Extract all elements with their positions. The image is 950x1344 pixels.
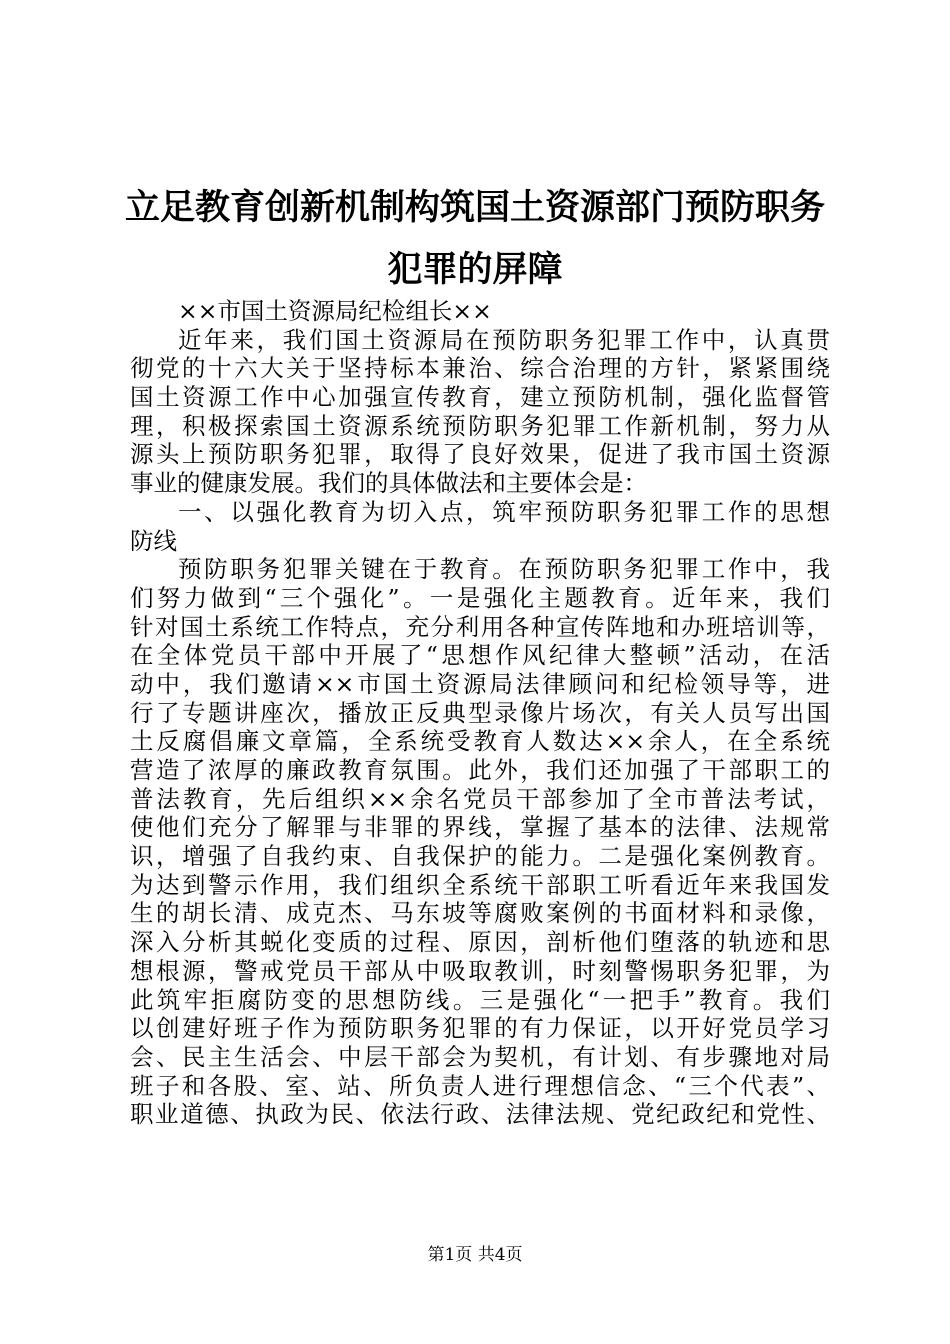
body-line: 职业道德、执政为民、依法行政、法律法规、党纪政纪和党性、 [130,1100,830,1129]
body-line: 以创建好班子作为预防职务犯罪的有力保证，以开好党员学习 [130,1014,830,1043]
body-line: 近年来，我们国土资源局在预防职务犯罪工作中，认真贯 [178,325,830,354]
body-line: 此筑牢拒腐防变的思想防线。三是强化“一把手”教育。我们 [130,985,830,1014]
body-line: 深入分析其蜕化变质的过程、原因，剖析他们堕落的轨迹和思 [130,928,830,957]
body-line: 普法教育，先后组织××余名党员干部参加了全市普法考试， [130,784,830,813]
body-line: 生的胡长清、成克杰、马东坡等腐败案例的书面材料和录像， [130,899,830,928]
body-line: 在全体党员干部中开展了“思想作风纪律大整顿”活动，在活 [130,641,830,670]
body-line: 彻党的十六大关于坚持标本兼治、综合治理的方针，紧紧围绕 [130,354,830,383]
document-body [130,297,830,1129]
body-line: 想根源，警戒党员干部从中吸取教训，时刻警惕职务犯罪，为 [130,956,830,985]
body-line: 理，积极探索国土资源系统预防职务犯罪工作新机制，努力从 [130,411,830,440]
body-line: 行了专题讲座次，播放正反典型录像片场次，有关人员写出国 [130,698,830,727]
body-line: 营造了浓厚的廉政教育氛围。此外，我们还加强了干部职工的 [130,756,830,784]
section-heading-line: 一、以强化教育为切入点，筑牢预防职务犯罪工作的思想 [178,497,830,526]
body-line: 动中，我们邀请××市国土资源局法律顾问和纪检领导等，进 [130,669,830,698]
body-line: 事业的健康发展。我们的具体做法和主要体会是： [130,469,647,498]
body-line: 针对国土系统工作特点，充分利用各种宣传阵地和办班培训等， [130,612,830,641]
body-line: 预防职务犯罪关键在于教育。在预防职务犯罪工作中，我 [178,555,830,584]
body-line: 使他们充分了解罪与非罪的界线，掌握了基本的法律、法规常 [130,813,830,842]
body-line: 源头上预防职务犯罪，取得了良好效果，促进了我市国土资源 [130,440,830,469]
author-line: ××市国土资源局纪检组长×× [178,297,492,325]
body-line: 会、民主生活会、中层干部会为契机，有计划、有步骤地对局 [130,1042,830,1071]
body-line: 识，增强了自我约束、自我保护的能力。二是强化案例教育。 [130,842,830,871]
body-line: 们努力做到“三个强化”。一是强化主题教育。近年来，我们 [130,583,830,612]
section-heading-line: 防线 [130,526,177,555]
body-line: 为达到警示作用，我们组织全系统干部职工听看近年来我国发 [130,870,830,899]
body-line: 国土资源工作中心加强宣传教育，建立预防机制，强化监督管 [130,383,830,412]
page-footer: 第1页 共4页 [427,1245,523,1265]
document-title-line-2: 犯罪的屏障 [387,249,563,290]
body-line: 班子和各股、室、站、所负责人进行理想信念、“三个代表”、 [130,1071,830,1100]
document-title-line-1: 立足教育创新机制构筑国土资源部门预防职务 [124,187,825,228]
body-line: 土反腐倡廉文章篇，全系统受教育人数达××余人，在全系统 [130,727,830,756]
